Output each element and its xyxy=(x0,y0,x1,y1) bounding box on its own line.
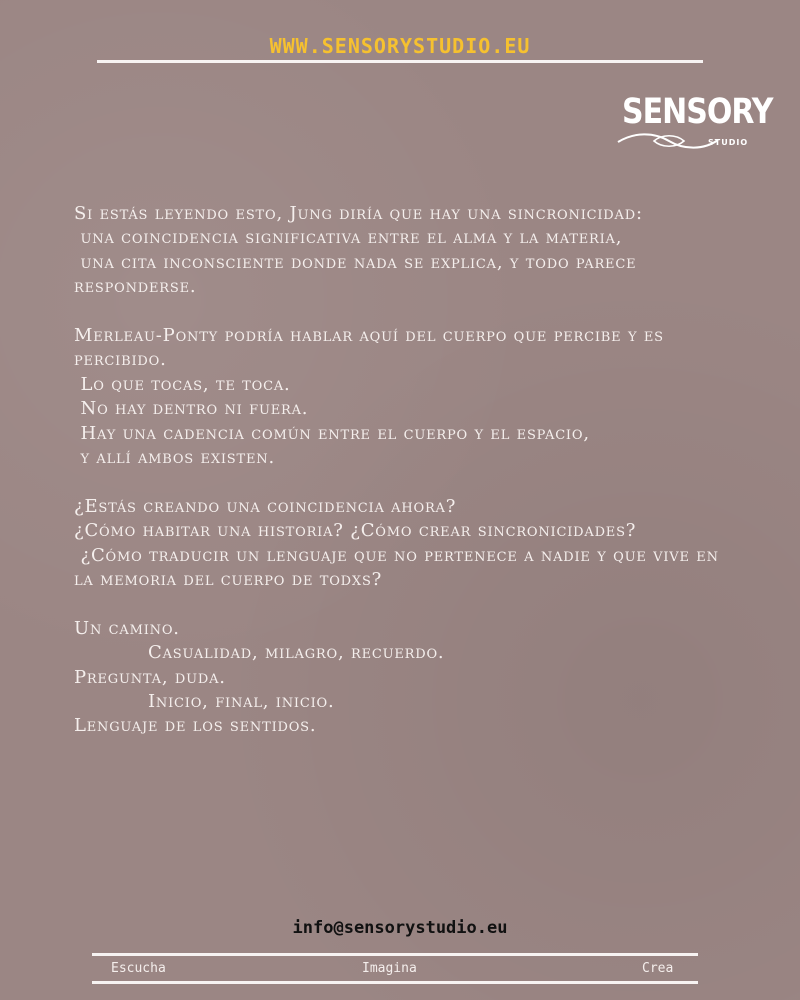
text-line-indented: Inicio, final, inicio. xyxy=(148,691,335,713)
text-line: Merleau-Ponty podría hablar aquí del cuerpo que percibe y es percibido. xyxy=(74,325,671,371)
sensory-studio-logo xyxy=(614,92,773,156)
text-line: Si estás leyendo esto, Jung diría que hay una sincronicidad: xyxy=(74,203,643,224)
text-line: Un camino. xyxy=(74,617,180,639)
paragraph-jung xyxy=(74,202,724,300)
paragraph-merleau-ponty xyxy=(74,324,724,470)
footer-divider-top xyxy=(92,953,698,956)
text-line: una cita inconsciente donde nada se explica, y todo parece responderse. xyxy=(74,251,643,298)
contact-email-link[interactable]: info@sensorystudio.eu xyxy=(292,918,508,938)
text-line: ¿Cómo traducir un lenguaje que no pertenece a nadie y que vive en la memoria del cuerpo de todxs? xyxy=(74,544,726,591)
logo-subtitle: STUDIO xyxy=(708,138,749,147)
text-line: una coincidencia significativa entre el alma y la materia, xyxy=(74,227,623,249)
text-line: No hay dentro ni fuera. xyxy=(74,398,309,420)
paragraph-questions xyxy=(74,495,724,593)
text-line: Hay una cadencia común entre el cuerpo y el espacio, xyxy=(74,422,590,444)
logo-wordmark: SENSORY xyxy=(622,92,773,133)
text-line: ¿Estás creando una coincidencia ahora? xyxy=(74,495,457,517)
top-divider xyxy=(97,60,703,63)
text-line: Lenguaje de los sentidos. xyxy=(74,715,317,737)
footer-divider-bottom xyxy=(92,981,698,984)
footer-label-imagina: Imagina xyxy=(362,961,417,976)
text-line: Pregunta, duda. xyxy=(74,666,226,688)
text-line: Lo que tocas, te toca. xyxy=(74,373,291,395)
text-line: ¿Cómo habitar una historia? ¿Cómo crear sincronicidades? xyxy=(74,520,637,542)
poem-body xyxy=(74,202,724,763)
paragraph-path xyxy=(74,617,724,739)
footer-label-escucha: Escucha xyxy=(111,961,166,976)
text-line-indented: Casualidad, milagro, recuerdo. xyxy=(148,642,445,664)
website-url-link[interactable]: WWW.SENSORYSTUDIO.EU xyxy=(269,34,531,58)
text-line: y allí ambos existen. xyxy=(74,447,275,469)
footer-label-crea: Crea xyxy=(642,961,674,976)
